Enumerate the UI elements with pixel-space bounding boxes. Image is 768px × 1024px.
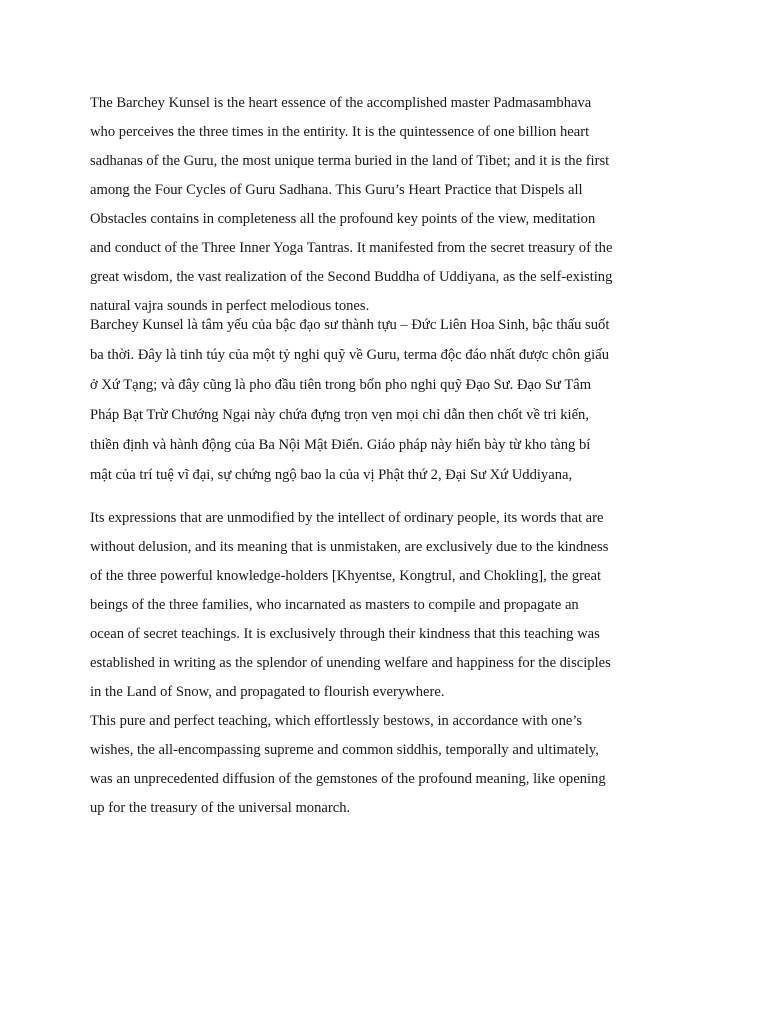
text-line: and conduct of the Three Inner Yoga Tantras. It manifested from the secret treasury of the bbox=[90, 240, 613, 256]
text-line: in the Land of Snow, and propagated to flourish everywhere. bbox=[90, 684, 445, 700]
text-line: This pure and perfect teaching, which effortlessly bestows, in accordance with one’s bbox=[90, 713, 583, 729]
text-line: mật của trí tuệ vĩ đại, sự chứng ngộ bao la của vị Phật thứ 2, Đại Sư Xứ Uddiyana, bbox=[90, 467, 573, 483]
text-line: established in writing as the splendor of unending welfare and happiness for the disciples bbox=[90, 655, 611, 671]
text-line: ba thời. Đây là tinh túy của một tỷ nghi quỹ về Guru, terma độc đáo nhất được chôn giấu bbox=[90, 347, 610, 363]
paragraph-english-pure-teaching bbox=[90, 707, 606, 823]
text-line: Its expressions that are unmodified by the intellect of ordinary people, its words that are bbox=[90, 510, 604, 526]
text-line: Barchey Kunsel là tâm yếu của bậc đạo sư thành tựu – Đức Liên Hoa Sinh, bậc thấu suốt bbox=[90, 317, 610, 333]
text-line: The Barchey Kunsel is the heart essence of the accomplished master Padmasambhava bbox=[90, 95, 592, 111]
text-line: thiền định và hành động của Ba Nội Mật Điển. Giáo pháp này hiển bày từ kho tàng bí bbox=[90, 437, 591, 453]
paragraph-english-expressions bbox=[90, 504, 611, 707]
paragraph-vietnamese-intro bbox=[90, 310, 609, 490]
text-line: of the three powerful knowledge-holders [Khyentse, Kongtrul, and Chokling], the great bbox=[90, 568, 602, 584]
text-line: without delusion, and its meaning that is unmistaken, are exclusively due to the kindness bbox=[90, 539, 609, 555]
text-line: ở Xứ Tạng; và đây cũng là pho đầu tiên trong bốn pho nghi quỹ Đạo Sư. Đạo Sư Tâm bbox=[90, 377, 592, 393]
text-line: sadhanas of the Guru, the most unique terma buried in the land of Tibet; and it is the first bbox=[90, 153, 610, 169]
text-line: among the Four Cycles of Guru Sadhana. This Guru’s Heart Practice that Dispels all bbox=[90, 182, 583, 198]
paragraph-english-intro bbox=[90, 89, 612, 321]
text-line: Obstacles contains in completeness all the profound key points of the view, meditation bbox=[90, 211, 596, 227]
text-line: beings of the three families, who incarnated as masters to compile and propagate an bbox=[90, 597, 579, 613]
text-line: natural vajra sounds in perfect melodious tones. bbox=[90, 298, 370, 314]
text-line: up for the treasury of the universal monarch. bbox=[90, 800, 351, 816]
text-line: was an unprecedented diffusion of the gemstones of the profound meaning, like opening bbox=[90, 771, 606, 787]
text-line: wishes, the all-encompassing supreme and common siddhis, temporally and ultimately, bbox=[90, 742, 599, 758]
text-line: great wisdom, the vast realization of the Second Buddha of Uddiyana, as the self-existing bbox=[90, 269, 613, 285]
text-line: ocean of secret teachings. It is exclusively through their kindness that this teaching was bbox=[90, 626, 600, 642]
text-line: Pháp Bạt Trừ Chướng Ngại này chứa đựng trọn vẹn mọi chỉ dẫn then chốt về tri kiến, bbox=[90, 407, 589, 423]
text-line: who perceives the three times in the entirity. It is the quintessence of one billion heart bbox=[90, 124, 590, 140]
